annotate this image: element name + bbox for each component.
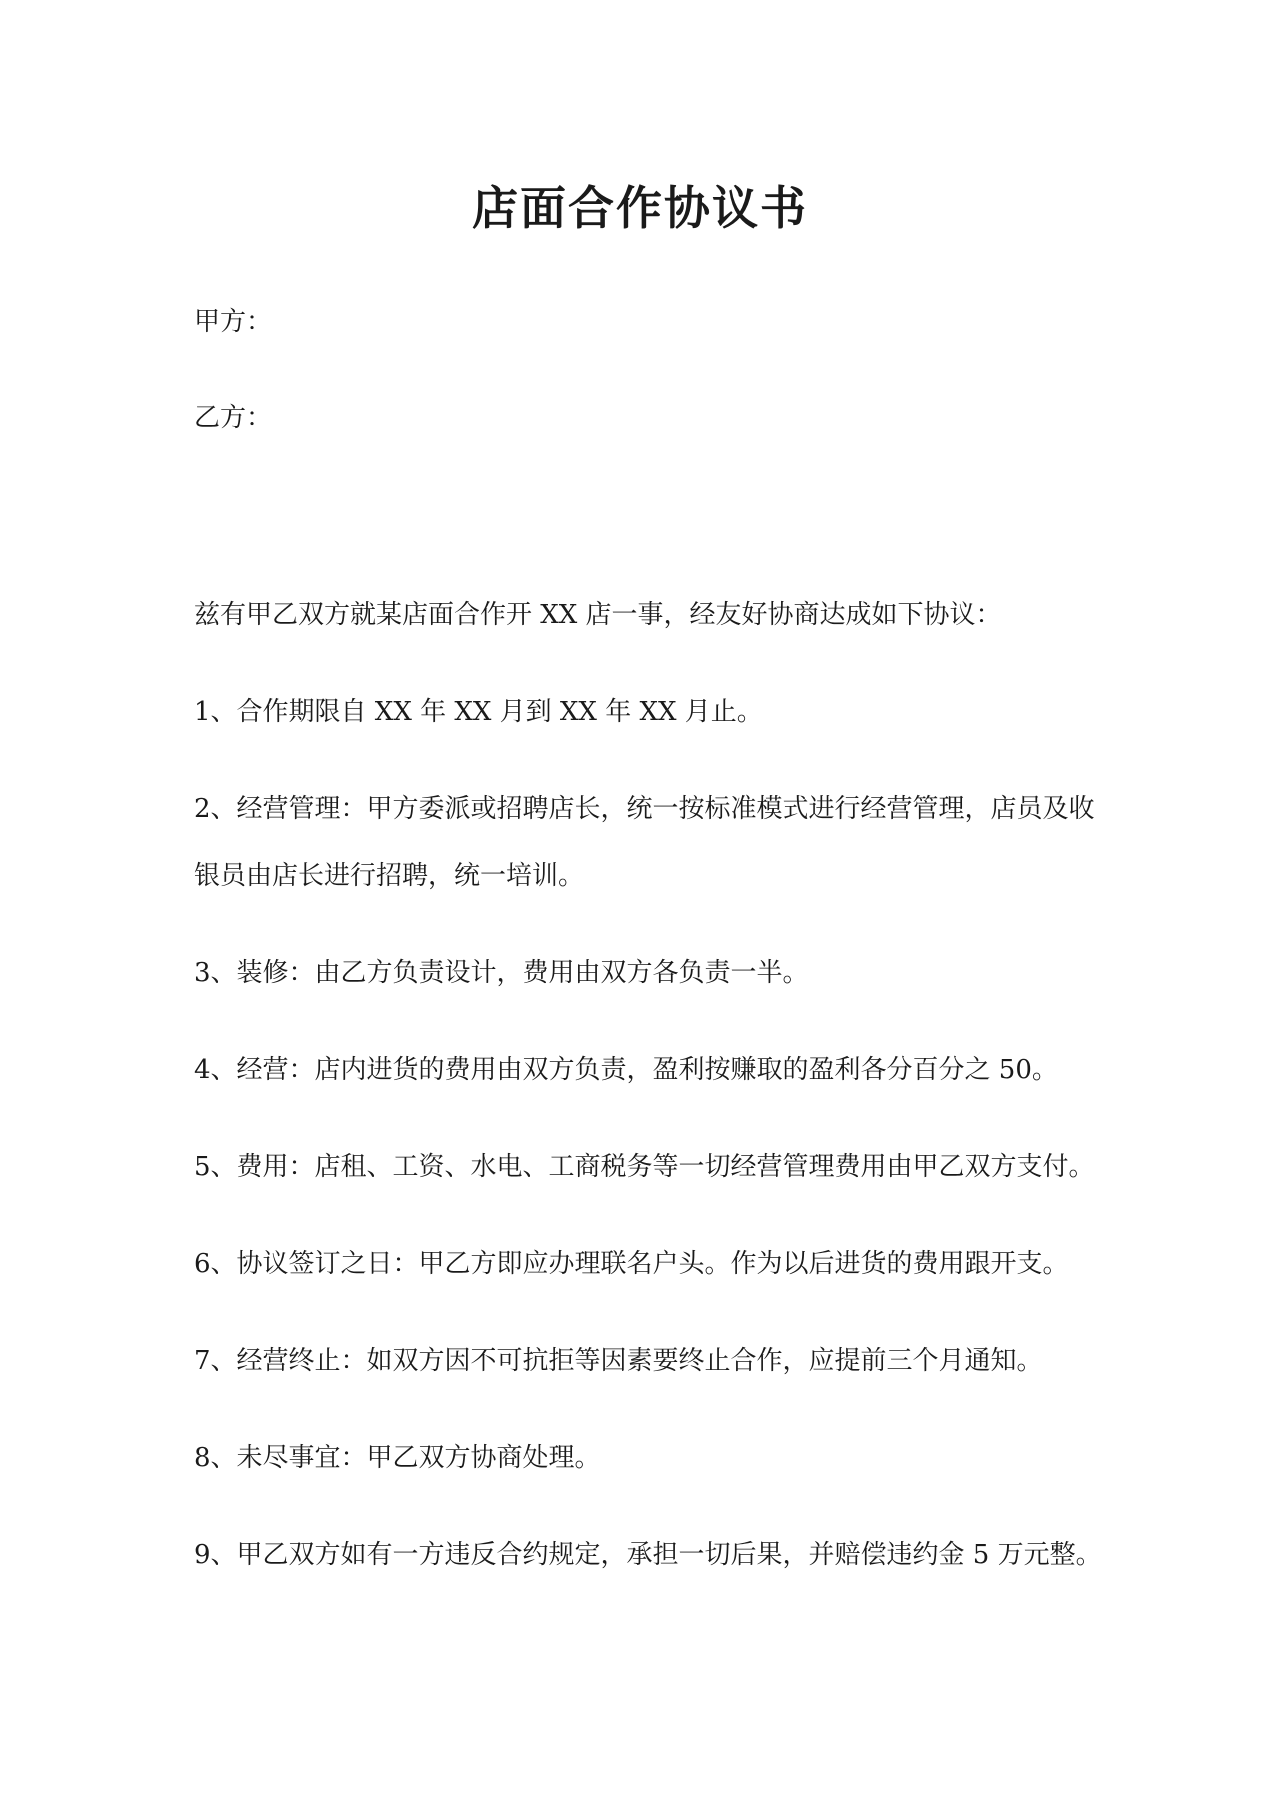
intro-paragraph: 兹有甲乙双方就某店面合作开 XX 店一事，经友好协商达成如下协议：: [194, 600, 1002, 630]
clause-4: 4、经营：店内进货的费用由双方负责，盈利按赚取的盈利各分百分之 50。: [194, 1055, 1058, 1085]
document-title: 店面合作协议书: [472, 181, 808, 235]
clause-5: 5、费用：店租、工资、水电、工商税务等一切经营管理费用由甲乙双方支付。: [194, 1152, 1095, 1182]
clause-1: 1、合作期限自 XX 年 XX 月到 XX 年 XX 月止。: [194, 697, 763, 727]
party-a-label: 甲方：: [194, 307, 273, 337]
clause-8: 8、未尽事宜：甲乙双方协商处理。: [194, 1443, 601, 1473]
party-b-label: 乙方：: [194, 403, 273, 433]
clause-7: 7、经营终止：如双方因不可抗拒等因素要终止合作，应提前三个月通知。: [194, 1346, 1043, 1376]
clause-2-line-1: 2、经营管理：甲方委派或招聘店长，统一按标准模式进行经营管理，店员及收: [194, 794, 1095, 824]
clause-9: 9、甲乙双方如有一方违反合约规定，承担一切后果，并赔偿违约金 5 万元整。: [194, 1540, 1102, 1570]
clause-6: 6、协议签订之日：甲乙方即应办理联名户头。作为以后进货的费用跟开支。: [194, 1249, 1069, 1279]
clause-3: 3、装修：由乙方负责设计，费用由双方各负责一半。: [194, 958, 809, 988]
clause-2-line-2: 银员由店长进行招聘，统一培训。: [194, 861, 585, 891]
